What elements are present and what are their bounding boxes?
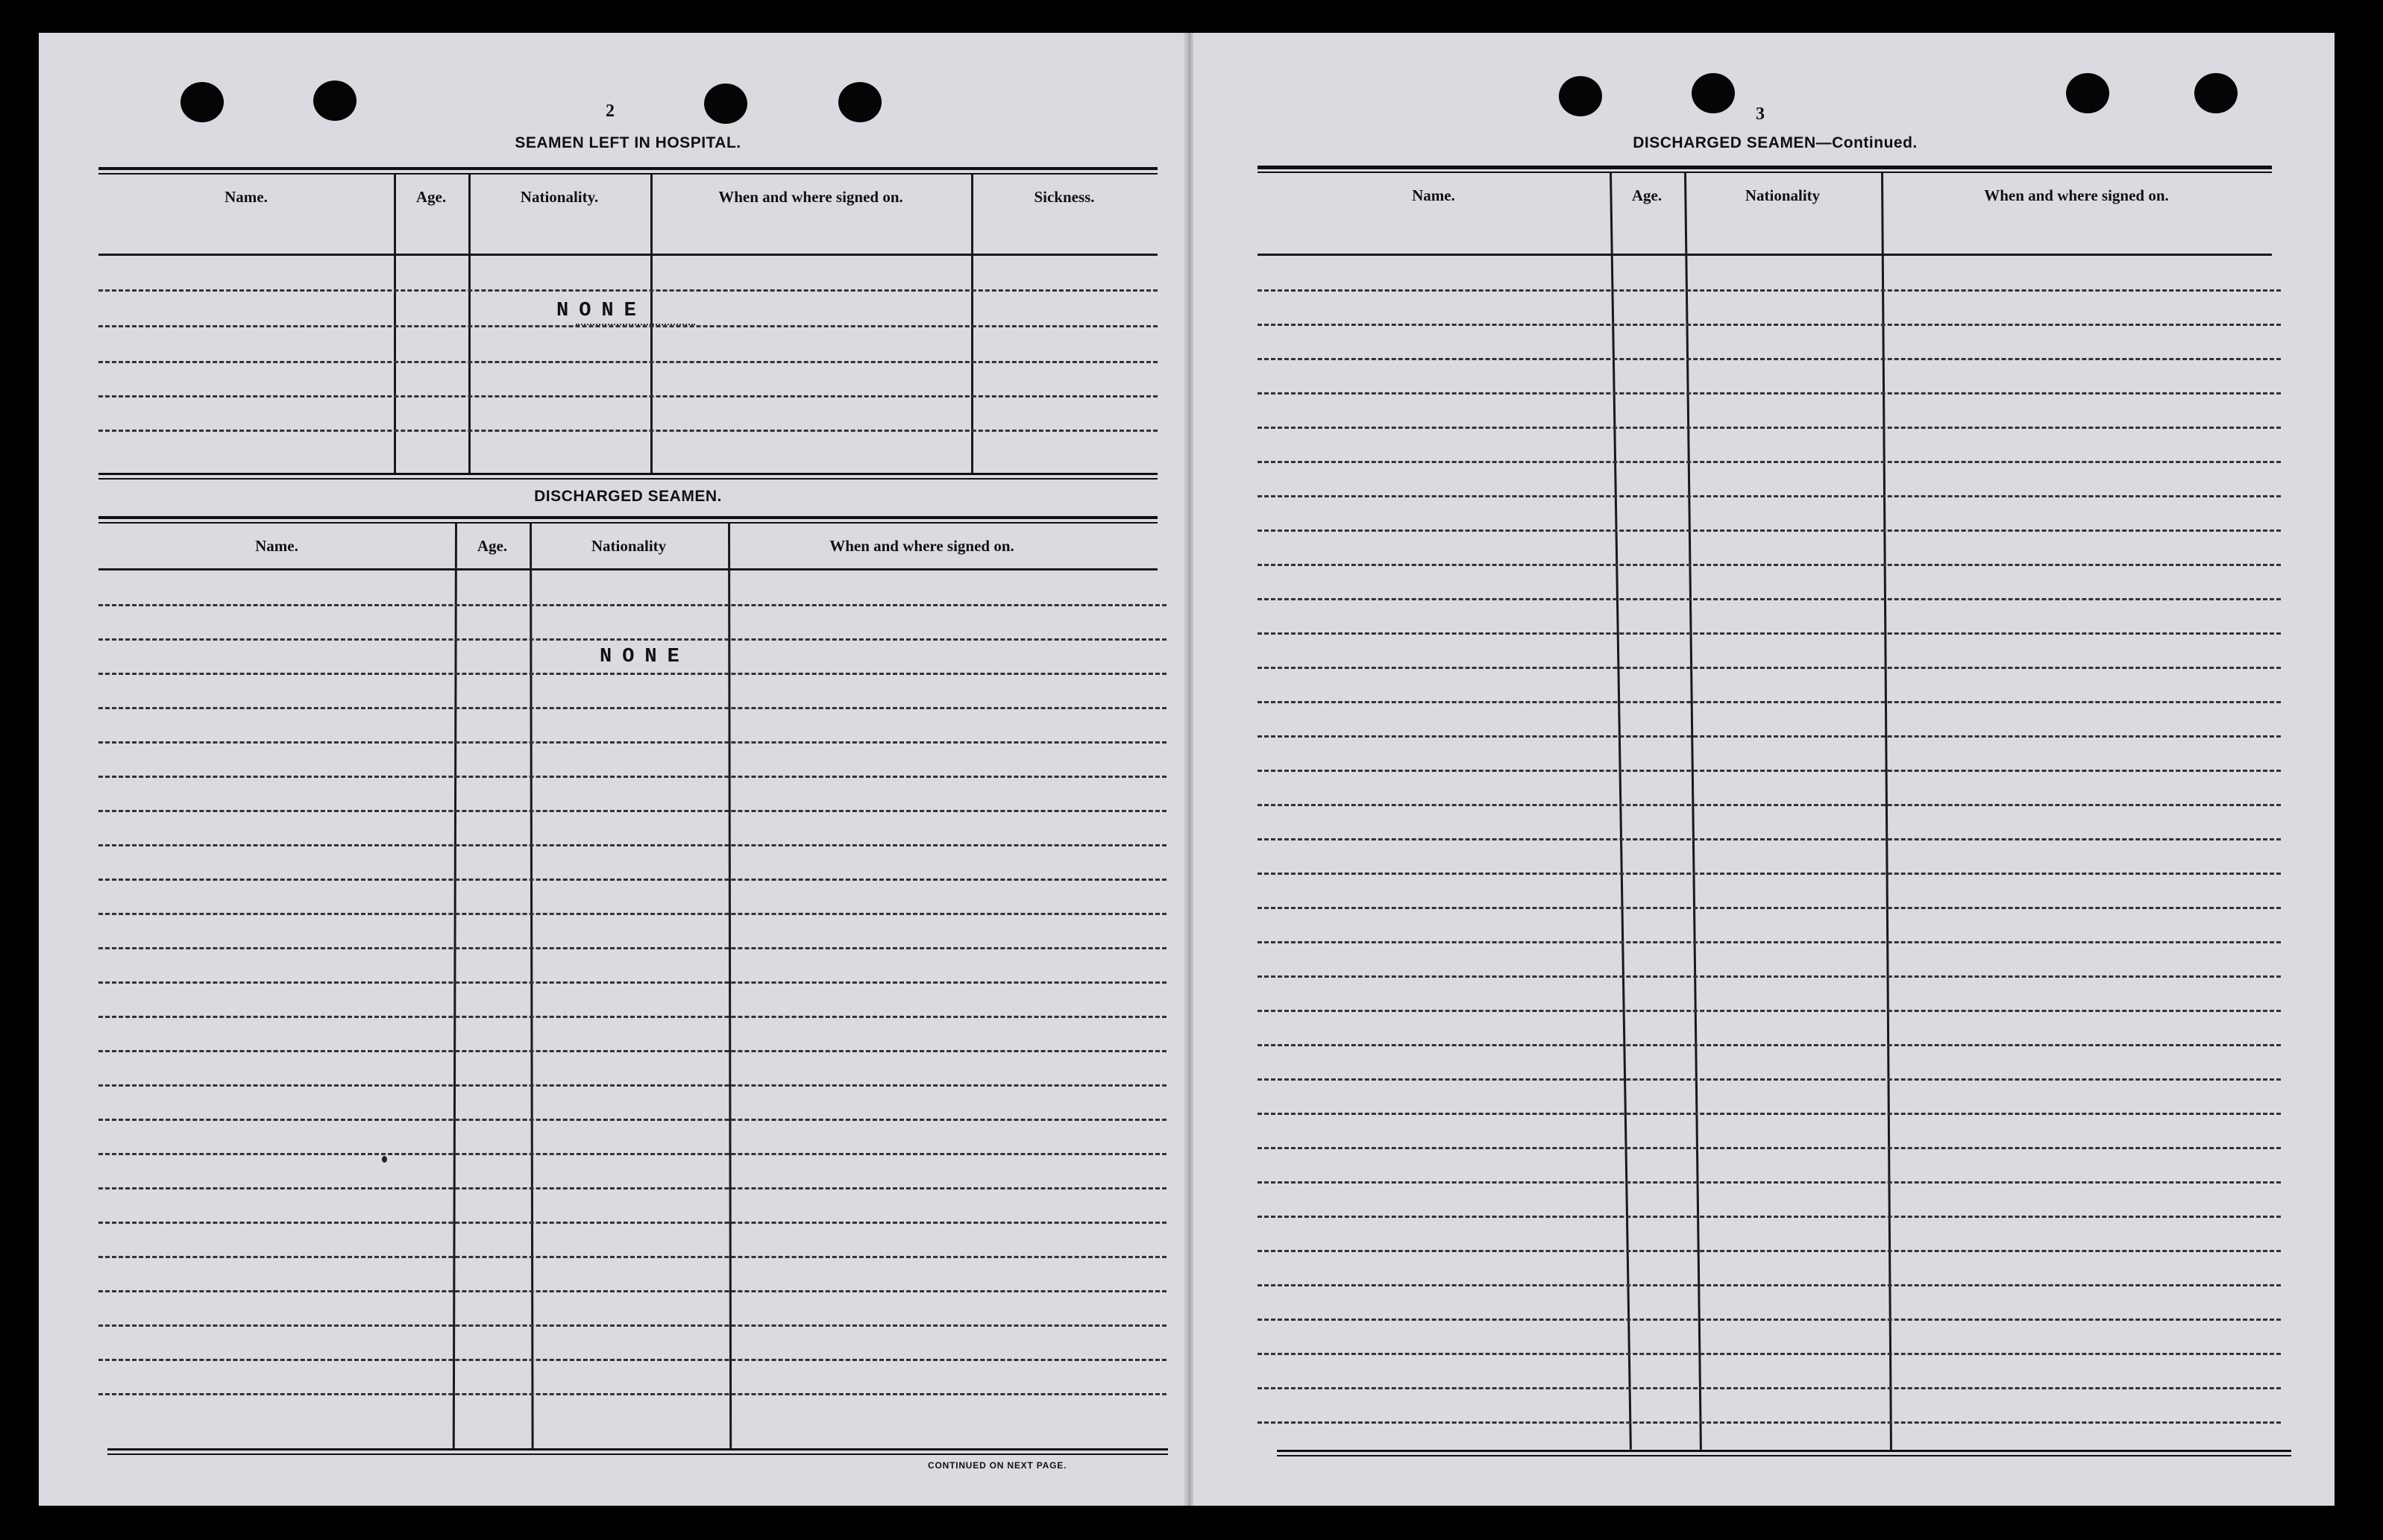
column-header-signed-on: When and where signed on. — [1984, 186, 2169, 204]
entry-line — [1258, 941, 2281, 943]
entry-line — [98, 1256, 1167, 1258]
punch-hole — [1692, 73, 1735, 113]
entry-line — [98, 844, 1167, 846]
entry-line — [1258, 495, 2281, 497]
entry-line — [98, 1153, 1167, 1155]
entry-line — [1258, 804, 2281, 806]
discharged-continued-title: DISCHARGED SEAMEN—Continued. — [1633, 134, 1918, 151]
entry-line — [1258, 770, 2281, 772]
punch-hole — [2194, 73, 2238, 113]
entry-line — [1258, 701, 2281, 703]
entry-line — [98, 981, 1167, 984]
entry-line — [98, 395, 1158, 397]
entry-line — [98, 947, 1167, 949]
discharged-continued-table — [1258, 173, 2281, 1450]
left-page — [39, 33, 1189, 1506]
entry-line — [1258, 289, 2281, 292]
double-rule — [98, 473, 1158, 475]
entry-line — [1258, 1250, 2281, 1252]
page-number: 2 — [606, 101, 615, 121]
column-divider — [453, 524, 457, 1448]
header-underline — [98, 568, 1158, 571]
column-divider — [971, 175, 973, 473]
bottom-rule — [1277, 1450, 2291, 1452]
entry-line — [1258, 1044, 2281, 1046]
column-header-age: Age. — [477, 536, 508, 555]
header-underline — [1258, 254, 2272, 256]
column-divider — [530, 524, 534, 1448]
hospital-table — [98, 175, 1158, 473]
column-header-signed-on: When and where signed on. — [829, 536, 1014, 555]
entry-line — [98, 638, 1167, 641]
entry-line — [1258, 907, 2281, 909]
entry-line — [1258, 1421, 2281, 1424]
none-entry: NONE — [556, 300, 647, 322]
punch-hole — [1559, 76, 1602, 116]
entry-line — [1258, 1319, 2281, 1321]
entry-line — [1258, 735, 2281, 738]
entry-line — [98, 913, 1167, 915]
entry-line — [98, 1324, 1167, 1327]
entry-line — [98, 1016, 1167, 1018]
entry-line — [1258, 529, 2281, 532]
column-header-signed-on: When and where signed on. — [718, 187, 903, 206]
none-entry: NONE — [600, 646, 690, 668]
double-rule — [98, 516, 1158, 519]
entry-line — [1258, 564, 2281, 566]
bottom-rule — [107, 1448, 1168, 1451]
entry-line — [98, 1084, 1167, 1087]
continued-footer: CONTINUED ON NEXT PAGE. — [928, 1460, 1067, 1471]
entry-line — [98, 741, 1167, 744]
entry-line — [98, 604, 1167, 606]
entry-line — [1258, 358, 2281, 360]
entry-line — [98, 430, 1158, 432]
punch-hole — [704, 84, 747, 124]
entry-line — [1258, 598, 2281, 600]
entry-line — [1258, 392, 2281, 395]
entry-line — [98, 1290, 1167, 1292]
entry-line — [1258, 1181, 2281, 1184]
punch-hole — [838, 82, 882, 122]
entry-line — [98, 1050, 1167, 1052]
double-rule — [98, 478, 1158, 480]
entry-line — [98, 879, 1167, 881]
entry-line — [1258, 873, 2281, 875]
column-divider — [394, 175, 396, 473]
entry-line — [1258, 1353, 2281, 1355]
entry-line — [98, 1187, 1167, 1189]
entry-line — [1258, 667, 2281, 669]
double-rule — [98, 167, 1158, 170]
column-divider — [1610, 173, 1632, 1450]
discharged-section-title: DISCHARGED SEAMEN. — [534, 488, 722, 505]
double-rule — [1258, 166, 2272, 169]
punch-hole — [180, 82, 224, 122]
entry-line — [1258, 1010, 2281, 1012]
punch-hole — [2066, 73, 2109, 113]
entry-line — [1258, 427, 2281, 429]
column-divider — [1684, 173, 1702, 1450]
column-header-nationality: Nationality — [1745, 186, 1821, 204]
page-number: 3 — [1756, 104, 1765, 124]
discharged-table — [98, 524, 1167, 1448]
entry-line — [98, 776, 1167, 778]
entry-line — [98, 1119, 1167, 1121]
entry-line — [98, 707, 1167, 709]
ink-speck — [382, 1156, 387, 1163]
entry-line — [1258, 1284, 2281, 1286]
entry-line — [98, 1222, 1167, 1224]
entry-line — [1258, 1078, 2281, 1081]
entry-line — [1258, 1216, 2281, 1218]
punch-hole — [313, 81, 357, 121]
entry-line — [1258, 975, 2281, 978]
column-header-name: Name. — [1412, 186, 1455, 204]
entry-line — [98, 810, 1167, 812]
entry-line — [1258, 838, 2281, 840]
column-divider — [1881, 173, 1892, 1450]
entry-line — [1258, 461, 2281, 463]
column-header-name: Name. — [225, 187, 268, 206]
entry-line — [98, 289, 1158, 292]
column-header-name: Name. — [255, 536, 298, 555]
entry-line — [98, 1359, 1167, 1361]
entry-line — [98, 361, 1158, 363]
entry-line — [98, 325, 1158, 327]
header-underline — [98, 254, 1158, 256]
entry-line — [1258, 324, 2281, 326]
column-divider — [468, 175, 471, 473]
entry-line — [1258, 1113, 2281, 1115]
entry-line — [1258, 1147, 2281, 1149]
right-page — [1193, 33, 2335, 1506]
column-header-nationality: Nationality. — [520, 187, 599, 206]
bottom-rule — [107, 1453, 1168, 1455]
column-header-nationality: Nationality — [591, 536, 667, 555]
column-header-sickness: Sickness. — [1034, 187, 1095, 206]
column-header-age: Age. — [1631, 186, 1663, 204]
entry-line — [1258, 632, 2281, 635]
hospital-section-title: SEAMEN LEFT IN HOSPITAL. — [515, 134, 741, 151]
column-header-age: Age. — [415, 187, 447, 206]
entry-line — [98, 1393, 1167, 1395]
entry-line — [98, 673, 1167, 675]
column-divider — [728, 524, 732, 1448]
bottom-rule — [1277, 1455, 2291, 1456]
none-underline — [576, 324, 695, 325]
entry-line — [1258, 1387, 2281, 1389]
